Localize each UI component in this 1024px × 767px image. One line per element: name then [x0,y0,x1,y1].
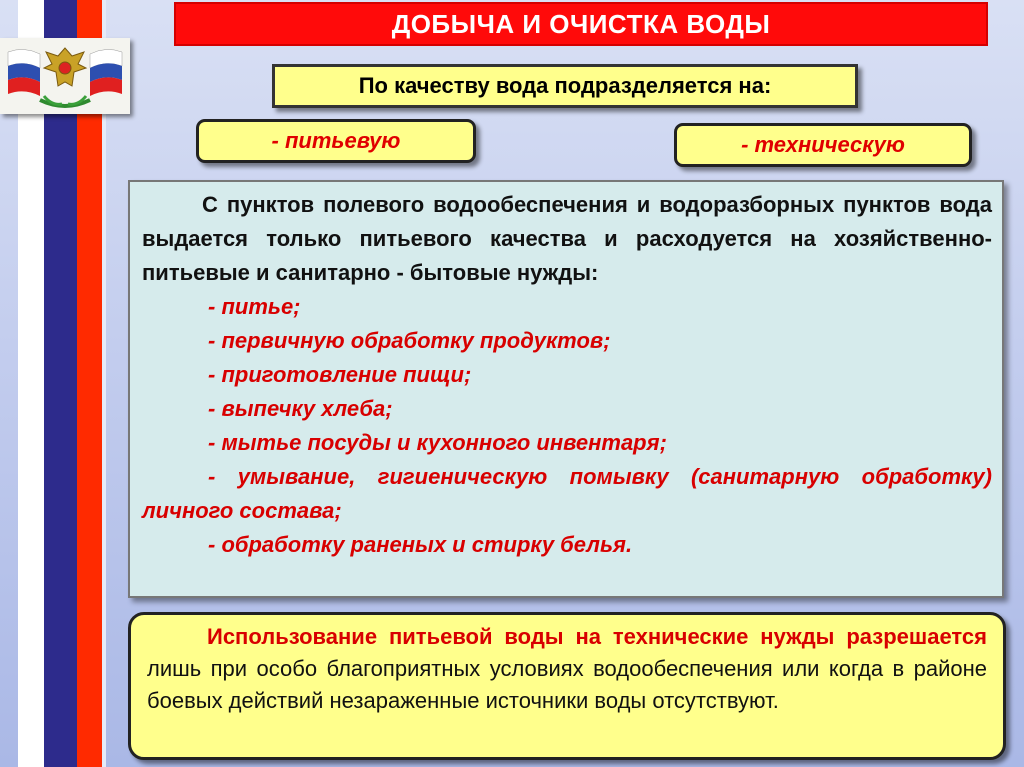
list-item: - мытье посуды и кухонного инвентаря; [208,430,667,455]
flag-stripe-edge [102,0,106,767]
title-bar [174,2,988,46]
list-item: - первичную обработку продуктов; [208,328,611,353]
note-paragraph [147,621,987,717]
uses-list [142,290,992,562]
flag-stripe-blue [44,0,77,767]
list-item: - обработку раненых и стирку белья. [208,532,633,557]
category-drinking: - питьевую [196,119,476,163]
list-item: - выпечку хлеба; [208,396,393,421]
drinking-water-panel [128,180,1004,598]
list-item: - умывание, гигиеническую помывку (санитарную обработку) личного состава; [142,464,992,523]
list-item: - питье; [208,294,301,319]
subtitle-text: По качеству вода подразделяется на: [358,73,772,98]
flag-stripe-red [77,0,102,767]
list-item: - приготовление пищи; [208,362,472,387]
page-title: ДОБЫЧА И ОЧИСТКА ВОДЫ [391,8,771,39]
flag-stripe-white [18,0,44,767]
technical-use-note [128,612,1006,760]
category-technical: - техническую [674,123,972,167]
drinking-water-description: С пунктов полевого водообеспечения и водоразборных пунктов вода выдается только питьевого качества и расходуется на хозяйственно-питьевые и санитарно - бытовые нужды: [142,192,992,285]
note-body: лишь при особо благоприятных условиях водообеспечения или когда в районе боевых действий незараженные источники воды отсутствуют. [147,656,987,713]
subtitle-box [272,64,858,108]
military-emblem-icon [0,38,130,114]
note-emphasis: Использование питьевой воды на технические нужды разрешается [207,624,987,649]
